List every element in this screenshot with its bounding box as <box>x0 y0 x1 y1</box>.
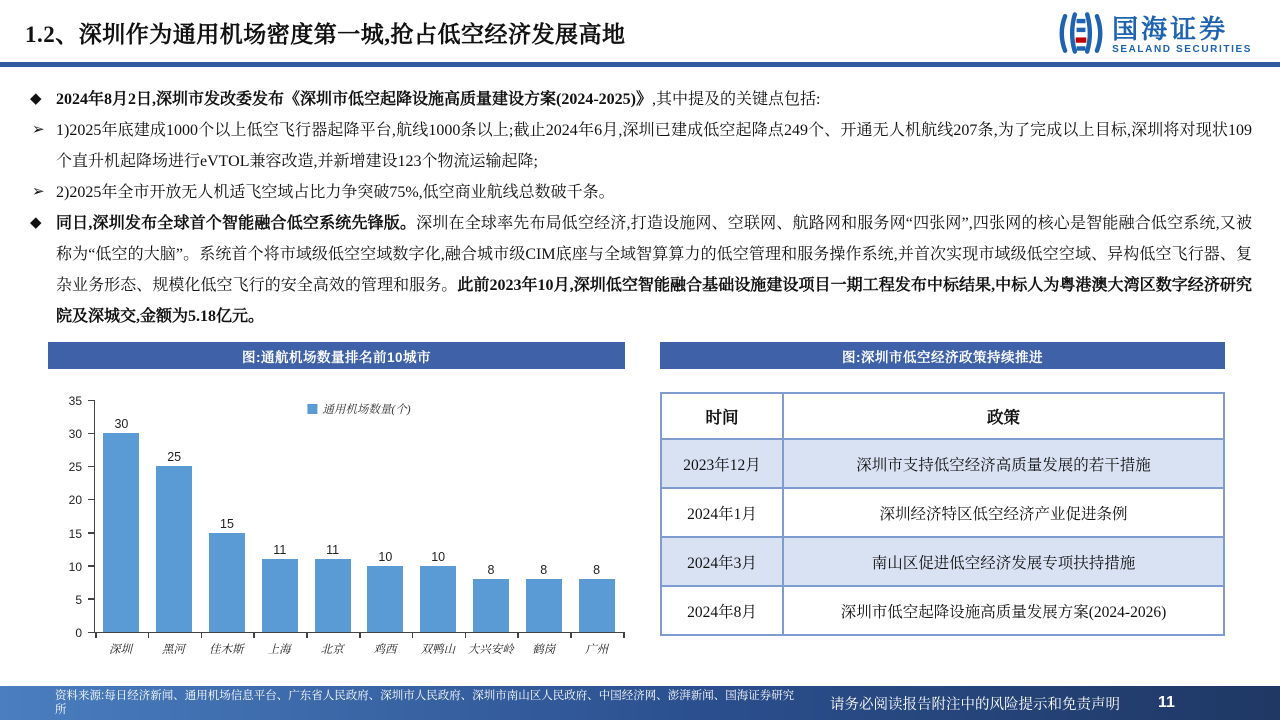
x-tick-label: 黑河 <box>161 644 185 656</box>
x-tick-label: 鹤岗 <box>532 644 556 656</box>
chart-legend <box>307 401 410 417</box>
bar-value-label: 11 <box>273 543 287 558</box>
bullet-text: 同日,深圳发布全球首个智能融合低空系统先锋版。深圳在全球率先布局低空经济,打造设施网、空联网、航路网和服务网“四张网”,四张网的核心是智能融合低空系统,又被称为“低空的大脑”。系统首个将市域级低空空域数字化,融合城市级CIM底座与全域智算算力的低空管理和服务操作系统,并首次实现市域级低空空域、异构低空飞行器、复杂业务形态、规模化低空飞行的安全高效的管理和服务。此前2023年10月,深圳低空智能融合基础设施建设项目一期工程发布中标结果,中标人为粤港澳大湾区数字经济研究院及深城交,金额为5.18亿元。 <box>56 215 1252 325</box>
bar-value-label: 10 <box>431 549 446 564</box>
x-tick-label: 大兴安岭 <box>467 644 514 656</box>
y-tick-label: 25 <box>68 460 82 475</box>
x-tick-label: 鸡西 <box>373 644 397 656</box>
cell-policy: 深圳市低空起降设施高质量发展方案(2024-2026) <box>783 586 1224 635</box>
bar-chart <box>48 389 625 679</box>
policy-table <box>660 392 1225 636</box>
bar <box>262 559 298 632</box>
bar-value-label: 10 <box>378 549 393 564</box>
page-number: 11 <box>1158 694 1175 711</box>
legend-label: 通用机场数量(个) <box>322 404 411 416</box>
y-tick-mark <box>88 598 95 600</box>
bar-group <box>570 563 623 632</box>
bar-group <box>465 563 518 632</box>
x-tick-mark <box>253 632 255 638</box>
x-tick-label: 北京 <box>320 644 344 656</box>
table-row <box>661 586 1224 635</box>
company-logo <box>1058 10 1252 61</box>
x-tick-label: 广州 <box>585 644 609 656</box>
y-tick-label: 30 <box>68 427 82 442</box>
x-tick-mark <box>148 632 150 638</box>
bullet-marker-icon: ◆ <box>30 215 42 231</box>
x-tick-label: 上海 <box>267 644 291 656</box>
cell-time: 2024年3月 <box>661 537 783 586</box>
bullet-item <box>30 84 1252 115</box>
chart-title: 图:通航机场数量排名前10城市 <box>48 342 625 369</box>
table-row <box>661 488 1224 537</box>
cell-policy: 南山区促进低空经济发展专项扶持措施 <box>783 537 1224 586</box>
bar-group <box>359 550 412 632</box>
bullet-marker-icon: ➢ <box>32 184 45 200</box>
bar-value-label: 25 <box>167 450 182 465</box>
bar <box>367 566 403 632</box>
column-header-time: 时间 <box>661 393 783 439</box>
cell-time: 2024年1月 <box>661 488 783 537</box>
x-tick-mark <box>623 632 625 638</box>
page-title: 1.2、深圳作为通用机场密度第一城,抢占低空经济发展高地 <box>25 22 626 47</box>
footer-bar <box>0 686 1280 720</box>
bullet-item <box>30 177 1252 208</box>
policy-table-body <box>661 439 1224 635</box>
bar-group <box>412 550 465 632</box>
x-tick-label: 深圳 <box>108 644 132 656</box>
bullet-text: 2024年8月2日,深圳市发改委发布《深圳市低空起降设施高质量建设方案(2024-2025)》,其中提及的关键点包括: <box>56 91 821 108</box>
bar <box>420 566 456 632</box>
bar-value-label: 8 <box>487 562 495 577</box>
bar-value-label: 8 <box>540 562 548 577</box>
bar <box>315 559 351 632</box>
x-tick-label: 佳木斯 <box>209 644 244 656</box>
logo-text <box>1112 16 1252 55</box>
x-tick-label: 双鸭山 <box>420 644 456 656</box>
chart-xlabels <box>94 641 623 657</box>
bar-value-label: 8 <box>593 562 601 577</box>
cell-time: 2024年8月 <box>661 586 783 635</box>
bullet-list <box>30 84 1252 332</box>
bar <box>473 579 509 632</box>
bar <box>209 533 245 632</box>
y-tick-mark <box>88 466 95 468</box>
logo-name-en: SEALAND SECURITIES <box>1112 44 1252 55</box>
bar <box>579 579 615 632</box>
bar-value-label: 30 <box>114 417 129 432</box>
bar-group <box>95 417 148 632</box>
table-row <box>661 439 1224 488</box>
y-tick-mark <box>88 532 95 534</box>
y-tick-mark <box>88 433 95 435</box>
bullet-marker-icon: ➢ <box>32 122 45 138</box>
legend-swatch-icon <box>307 404 317 414</box>
chart-plot <box>94 401 623 633</box>
source-note: 资料来源:每日经济新闻、通用机场信息平台、广东省人民政府、深圳市人民政府、深圳市南山区人民政府、中国经济网、澎湃新闻、国海证券研究所 <box>55 690 795 716</box>
x-tick-mark <box>95 632 97 638</box>
y-tick-label: 10 <box>68 559 82 574</box>
bar-group <box>148 450 201 632</box>
bullet-item <box>30 208 1252 332</box>
cell-time: 2023年12月 <box>661 439 783 488</box>
y-tick-label: 5 <box>75 592 82 607</box>
bar-group <box>201 517 254 632</box>
disclaimer-text: 请务必阅读报告附注中的风险提示和免责声明 <box>830 696 1120 713</box>
y-tick-label: 20 <box>68 493 82 508</box>
y-tick-mark <box>88 400 95 402</box>
y-tick-label: 35 <box>68 394 82 408</box>
x-tick-mark <box>359 632 361 638</box>
bar-value-label: 11 <box>326 543 340 558</box>
y-tick-label: 0 <box>75 626 82 640</box>
logo-name-cn: 国海证券 <box>1112 14 1229 44</box>
bar <box>526 579 562 632</box>
bullet-marker-icon: ◆ <box>30 91 42 107</box>
bar-group <box>517 563 570 632</box>
x-tick-mark <box>517 632 519 638</box>
chart-panel <box>48 342 625 679</box>
y-tick-label: 15 <box>68 526 82 541</box>
x-tick-mark <box>570 632 572 638</box>
policy-panel <box>660 342 1225 636</box>
header-divider <box>0 62 1280 67</box>
chart-yaxis <box>48 394 92 640</box>
bar <box>103 433 139 632</box>
column-header-policy: 政策 <box>783 393 1224 439</box>
cell-policy: 深圳市支持低空经济高质量发展的若干措施 <box>783 439 1224 488</box>
cell-policy: 深圳经济特区低空经济产业促进条例 <box>783 488 1224 537</box>
bar <box>156 466 192 632</box>
header <box>0 0 1280 62</box>
table-header-row <box>661 393 1224 439</box>
table-row <box>661 537 1224 586</box>
x-tick-mark <box>412 632 414 638</box>
x-tick-mark <box>465 632 467 638</box>
sealand-logo-icon <box>1058 10 1104 61</box>
policy-table-title: 图:深圳市低空经济政策持续推进 <box>660 342 1225 369</box>
x-tick-mark <box>201 632 203 638</box>
bullet-text: 1)2025年底建成1000个以上低空飞行器起降平台,航线1000条以上;截止2024年6月,深圳已建成低空起降点249个、开通无人机航线207条,为了完成以上目标,深圳将对现状109个直升机起降场进行eVTOL兼容改造,并新增建设123个物流运输起降; <box>56 122 1252 170</box>
bar-group <box>253 543 306 632</box>
y-tick-mark <box>88 632 95 634</box>
y-tick-mark <box>88 499 95 501</box>
x-tick-mark <box>306 632 308 638</box>
y-tick-mark <box>88 565 95 567</box>
bullet-item <box>30 115 1252 177</box>
bar-group <box>306 543 359 632</box>
bar-value-label: 15 <box>220 516 234 531</box>
bullet-text: 2)2025年全市开放无人机适飞空域占比力争突破75%,低空商业航线总数破千条。 <box>56 184 615 201</box>
